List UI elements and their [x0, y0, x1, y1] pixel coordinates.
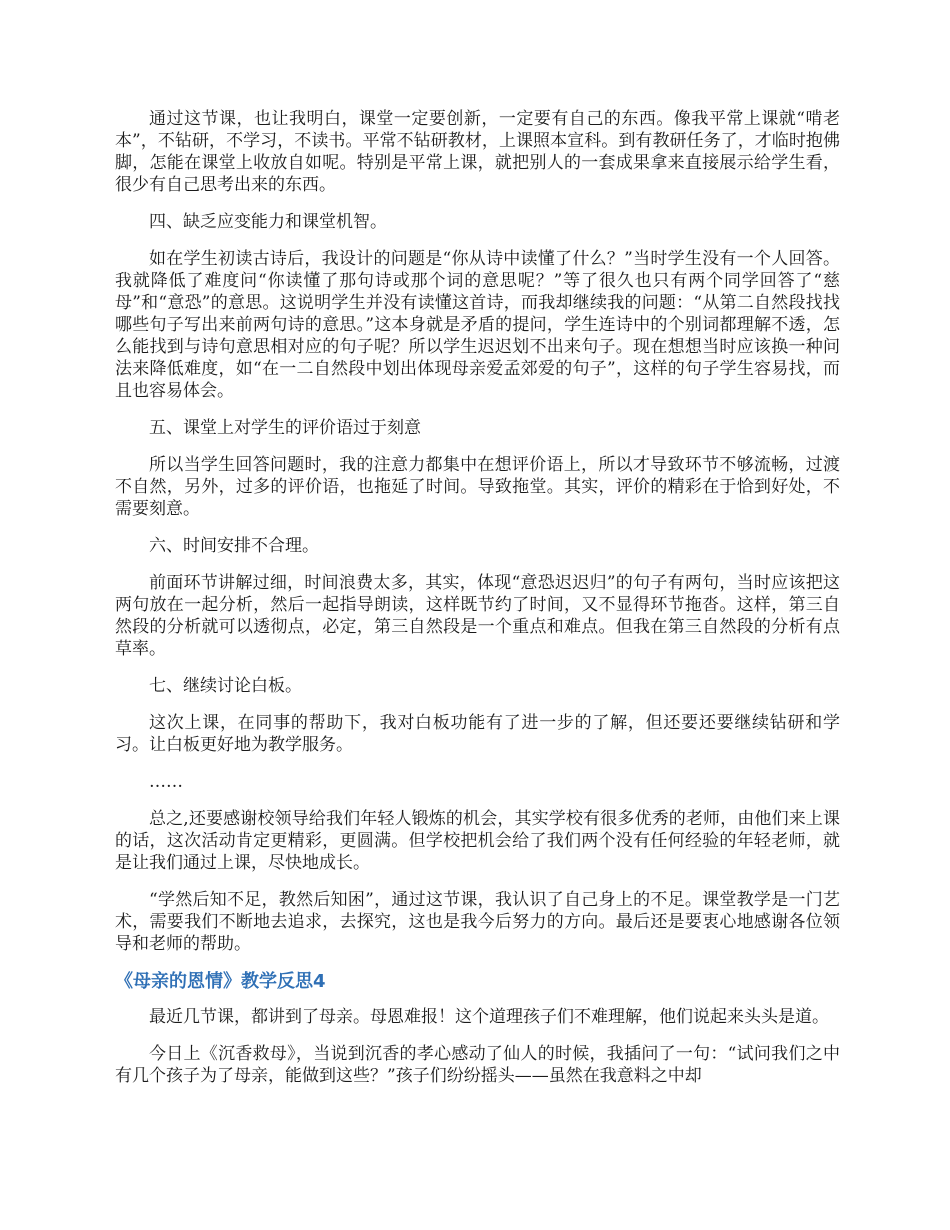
paragraph-mother-intro: 最近几节课，都讲到了母亲。母恩难报！这个道理孩子们不难理解，他们说起来头头是道。 — [149, 1007, 829, 1027]
paragraph-whiteboard: 这次上课，在同事的帮助下，我对白板功能有了进一步的了解，但还要还要继续钻研和学习。让白板更好地为教学服务。 — [115, 713, 840, 755]
section-point-seven: 七、继续讨论白板。 — [149, 676, 302, 696]
section-point-six: 六、时间安排不合理。 — [149, 536, 319, 556]
paragraph-chenxiang: 今日上《沉香救母》，当说到沉香的孝心感动了仙人的时候，我插问了一句：“试问我们之中有几个孩子为了母亲，能做到这些？”孩子们纷纷摇头——虽然在我意料之中却 — [115, 1044, 840, 1086]
document-page — [115, 108, 840, 1102]
paragraph-time: 前面环节讲解过细，时间浪费太多，其实，体现“意恐迟迟归”的句子有两句，当时应该把这两句放在一起分析，然后一起指导朗读，这样既节约了时间，又不显得环节拖沓。这样，第三自然段的分析就可以透彻点，必定，第三自然段是一个重点和难点。但我在第三自然段的分析有点草率。 — [115, 573, 840, 659]
section-heading: 《母亲的恩情》教学反思4 — [115, 971, 326, 992]
paragraph-ellipsis: …… — [149, 772, 183, 792]
paragraph-innovation: 通过这节课，也让我明白，课堂一定要创新，一定要有自己的东西。像我平常上课就“啃老本”，不钻研，不学习，不读书。平常不钻研教材，上课照本宣科。到有教研任务了，才临时抱佛脚，怎能在课堂上收放自如呢。特别是平常上课，就把别人的一套成果拿来直接展示给学生看，很少有自己思考出来的东西。 — [115, 109, 840, 195]
paragraph-evaluation: 所以当学生回答问题时，我的注意力都集中在想评价语上，所以才导致环节不够流畅，过渡不自然，另外，过多的评价语，也拖延了时间。导致拖堂。其实，评价的精彩在于恰到好处，不需要刻意。 — [115, 455, 840, 519]
section-point-four: 四、缺乏应变能力和课堂机智。 — [149, 212, 387, 232]
paragraph-poem-question: 如在学生初读古诗后，我设计的问题是“你从诗中读懂了什么？”当时学生没有一个人回答。我就降低了难度问“你读懂了那句诗或那个词的意思呢？”等了很久也只有两个同学回答了“慈母”和“意恐”的意思。这说明学生并没有读懂这首诗，而我却继续我的问题：“从第二自然段找找哪些句子写出来前两句诗的意思。”这本身就是矛盾的提问，学生连诗中的个别词都理解不透，怎么能找到与诗句意思相对应的句子呢？所以学生迟迟划不出来句子。现在想想当时应该换一种问法来降低难度，如“在一二自然段中划出体现母亲爱孟郊爱的句子”，这样的句子学生容易找，而且也容易体会。 — [115, 249, 840, 401]
paragraph-summary: 总之,还要感谢校领导给我们年轻人锻炼的机会，其实学校有很多优秀的老师，由他们来上课的话，这次活动肯定更精彩，更圆满。但学校把机会给了我们两个没有任何经验的年轻老师，就是让我们通过上课，尽快地成长。 — [115, 809, 840, 873]
section-point-five: 五、课堂上对学生的评价语过于刻意 — [149, 418, 421, 438]
paragraph-conclusion: “学然后知不足，教然后知困”，通过这节课，我认识了自己身上的不足。课堂教学是一门艺术，需要我们不断地去追求，去探究，这也是我今后努力的方向。最后还是要衷心地感谢各位领导和老师的帮助。 — [115, 890, 840, 954]
